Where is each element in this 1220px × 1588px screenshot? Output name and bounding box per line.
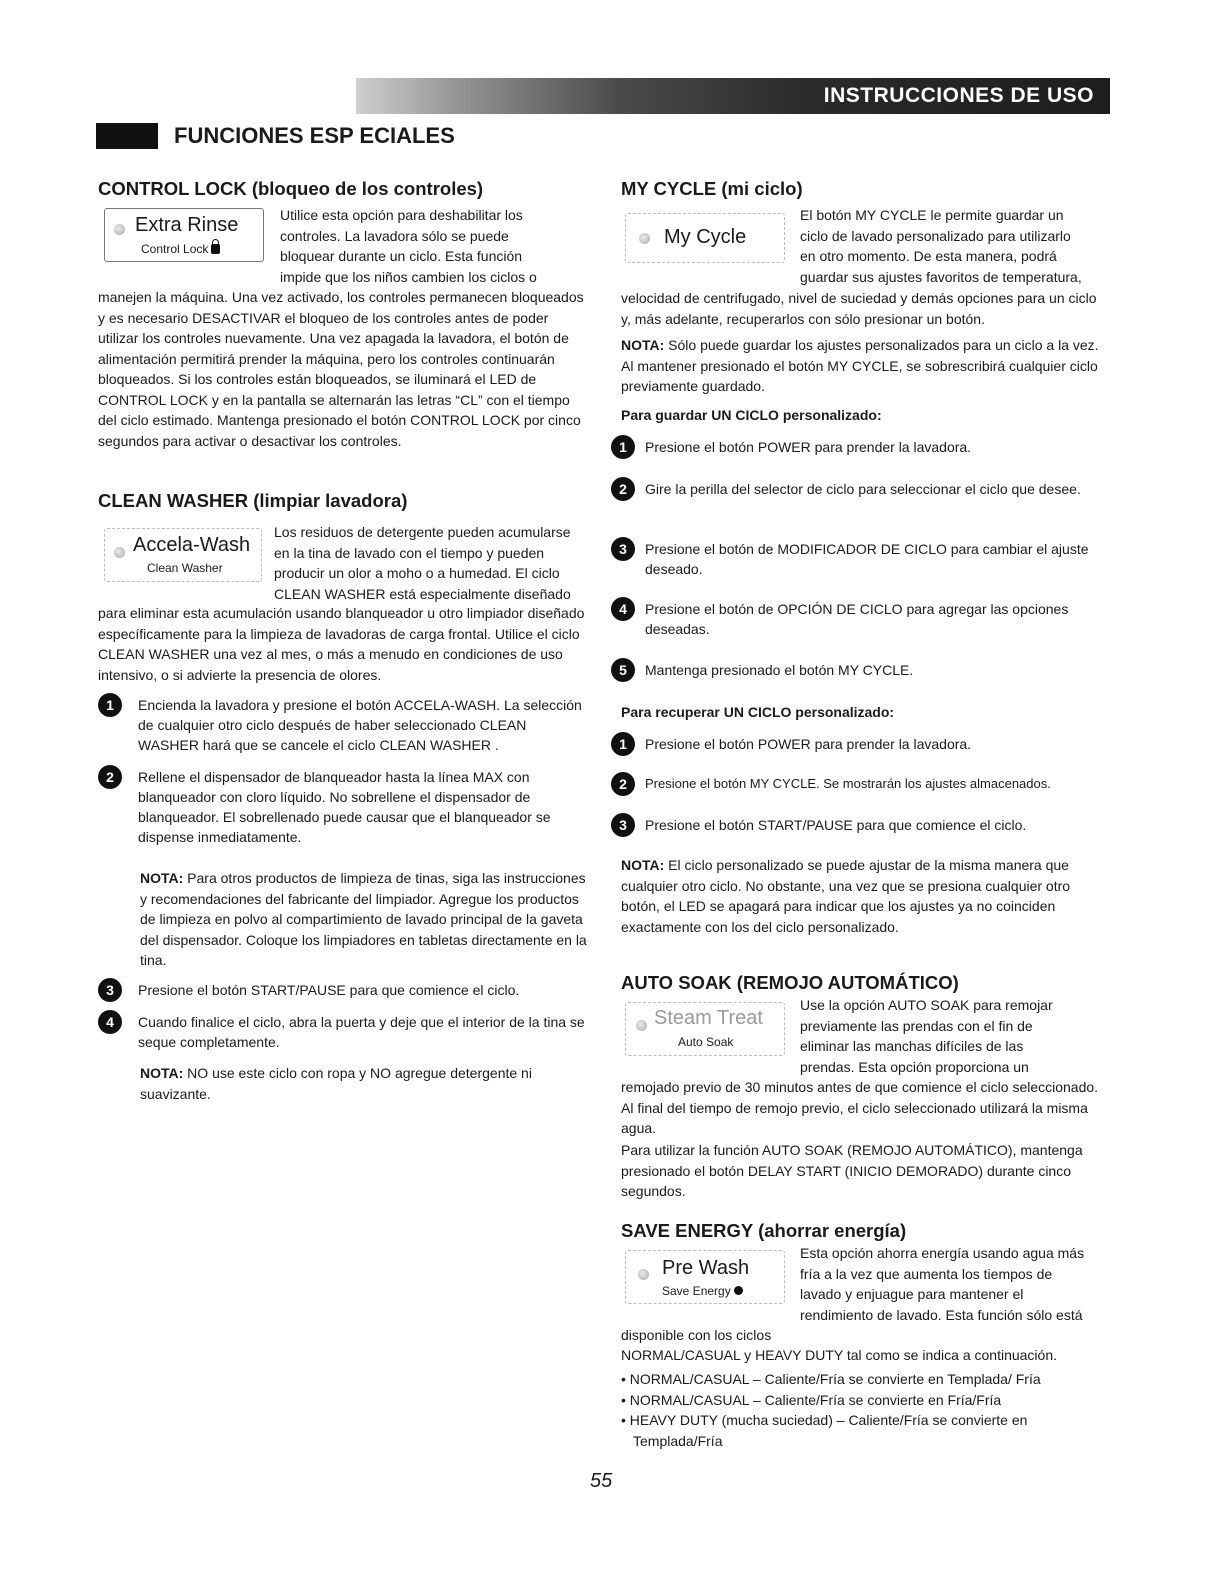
step-text: Presione el botón START/PAUSE para que comience el ciclo. bbox=[138, 982, 520, 998]
note-label: NOTA: bbox=[140, 1065, 184, 1081]
clean-washer-wrap-text bbox=[274, 522, 590, 604]
button-light-icon bbox=[638, 1269, 649, 1280]
extra-rinse-button-illustration bbox=[104, 208, 264, 262]
step-number-badge: 2 bbox=[98, 765, 122, 789]
clean-washer-label: Clean Washer bbox=[147, 561, 223, 575]
step-number-badge: 5 bbox=[611, 658, 635, 682]
step-text: Presione el botón de MODIFICADOR DE CICLO para cambiar el ajuste deseado. bbox=[645, 541, 1089, 577]
auto-soak-body-2: Para utilizar la función AUTO SOAK (REMOJO AUTOMÁTICO), mantenga presionado el botón DELAY START (INICIO DEMORADO) durante cinco segundos. bbox=[621, 1142, 1083, 1199]
note-text: Para otros productos de limpieza de tinas, siga las instrucciones y recomendaciones del fabricante del limpiador. Agregue los productos de limpieza en polvo al compartimiento de lavado principal de la gaveta del dispensador. Coloque los limpiadores en tabletas directamente en la tina. bbox=[140, 870, 587, 968]
recall-step-1 bbox=[611, 734, 1111, 756]
energy-icon bbox=[734, 1286, 743, 1295]
accela-wash-label: Accela-Wash bbox=[133, 534, 251, 556]
save-step-3 bbox=[611, 539, 1111, 579]
control-lock-body: manejen la máquina. Una vez activado, los controles permanecen bloqueados y es necesario DESACTIVAR el bloqueo de los controles antes de poder utilizar los controles nuevamente. Una vez apagada la lavadora, el botón de alimentación permitirá prender la máquina, pero los controles continuarán bloqueados. Si los controles están bloqueados, se iluminará el LED de CONTROL LOCK y en la pantalla se alternarán las letras “CL” con el tiempo del ciclo estimado. Mantenga presionado el botón CONTROL LOCK por cinco segundos para activar o desactivar los controles. bbox=[98, 289, 584, 449]
text-line: prendas. Esta opción proporciona un bbox=[800, 1058, 1029, 1075]
save-step-4 bbox=[611, 599, 1111, 639]
page-number: 55 bbox=[590, 1470, 613, 1492]
text-line: en la tina de lavado con el tiempo y pueden bbox=[274, 544, 545, 561]
step-text: Mantenga presionado el botón MY CYCLE. bbox=[645, 662, 914, 678]
step-text: Rellene el dispensador de blanqueador hasta la línea MAX con blanqueador con cloro líquido. No sobrellene el dispensador de blanqueador. El sobrellenado puede causar que el blanqueador se dispense inmediatamente. bbox=[138, 769, 551, 845]
clean-washer-note-2 bbox=[140, 1063, 590, 1104]
text-line: bloquear durante un ciclo. Esta función bbox=[280, 248, 523, 264]
page-title bbox=[96, 121, 455, 151]
extra-rinse-label: Extra Rinse bbox=[135, 214, 239, 236]
note-label: NOTA: bbox=[140, 870, 184, 886]
text-line: producir un olor a moho o a humedad. El ciclo bbox=[274, 565, 560, 581]
clean-step-3 bbox=[98, 980, 588, 1002]
my-cycle-label: My Cycle bbox=[664, 226, 747, 248]
note-text: Sólo puede guardar los ajustes personalizados para un ciclo a la vez. Al mantener presionado el botón MY CYCLE, se sobrescribirá cualquier ciclo previamente guardado. bbox=[621, 337, 1099, 394]
step-text: Cuando finalice el ciclo, abra la puerta y deje que el interior de la tina se seque completamente. bbox=[138, 1014, 585, 1050]
save-energy-wrap-text bbox=[800, 1243, 1110, 1325]
step-number-badge: 2 bbox=[611, 477, 635, 501]
clean-step-1 bbox=[98, 695, 588, 755]
recall-cycle-heading: Para recuperar UN CICLO personalizado: bbox=[621, 704, 895, 720]
save-step-1 bbox=[611, 437, 1111, 459]
pre-wash-button-illustration bbox=[625, 1250, 785, 1304]
lock-icon bbox=[211, 244, 220, 254]
section-banner bbox=[356, 78, 1110, 114]
clean-washer-body: para eliminar esta acumulación usando blanqueador u otro limpiador diseñado específicamente para la limpieza de lavadoras de carga frontal. Utilice el ciclo CLEAN WASHER una vez al mes, o más a menudo en condiciones de uso intensivo, o si advierte la presencia de olores. bbox=[98, 605, 585, 683]
step-text: Presione el botón POWER para prender la lavadora. bbox=[645, 439, 972, 455]
text-line: Los residuos de detergente pueden acumularse bbox=[274, 524, 571, 540]
step-number-badge: 3 bbox=[611, 813, 635, 837]
pre-wash-label: Pre Wash bbox=[662, 1257, 750, 1279]
accela-wash-button-illustration bbox=[104, 528, 262, 582]
text-line: guardar sus ajustes favoritos de temperatura, bbox=[800, 268, 1082, 285]
text-line: fría a la vez que aumenta los tiempos de bbox=[800, 1265, 1053, 1282]
bullet-item: • NORMAL/CASUAL – Caliente/Fría se convierte en Fría/Fría bbox=[621, 1391, 1002, 1408]
clean-washer-note-1 bbox=[140, 868, 590, 971]
step-number-badge: 1 bbox=[611, 435, 635, 459]
step-number-badge: 1 bbox=[611, 732, 635, 756]
clean-washer-heading: CLEAN WASHER (limpiar lavadora) bbox=[98, 490, 408, 511]
auto-soak-wrap-text bbox=[800, 995, 1110, 1077]
button-light-icon bbox=[636, 1020, 647, 1031]
my-cycle-button-illustration bbox=[625, 213, 785, 263]
my-cycle-wrap-text bbox=[800, 205, 1110, 287]
step-number-badge: 2 bbox=[611, 772, 635, 796]
my-cycle-body: velocidad de centrifugado, nivel de suciedad y demás opciones para un ciclo y, más adelante, recuperarlos con sólo presionar un botón. bbox=[621, 290, 1097, 327]
step-text: Presione el botón POWER para prender la lavadora. bbox=[645, 736, 972, 752]
step-number-badge: 4 bbox=[611, 597, 635, 621]
text-line: Use la opción AUTO SOAK para remojar bbox=[800, 997, 1053, 1013]
auto-soak-label: Auto Soak bbox=[678, 1035, 734, 1049]
save-energy-heading: SAVE ENERGY (ahorrar energía) bbox=[621, 1220, 907, 1241]
note-text: El ciclo personalizado se puede ajustar de la misma manera que cualquier otro ciclo. No obstante, una vez que se presiona cualquier otro botón, el LED se apagará para indicar que los ajustes ya no coinciden exactamente con los del ciclo personalizado. bbox=[621, 857, 1071, 935]
text-line: Utilice esta opción para deshabilitar los bbox=[280, 207, 523, 223]
title-marker bbox=[96, 123, 158, 149]
text-line: lavado y enjuague para mantener el bbox=[800, 1286, 1024, 1302]
button-light-icon bbox=[114, 547, 125, 558]
steam-treat-label: Steam Treat bbox=[654, 1007, 763, 1029]
banner-title: INSTRUCCIONES DE USO bbox=[823, 84, 1094, 107]
note-label: NOTA: bbox=[621, 857, 665, 873]
clean-step-2 bbox=[98, 767, 588, 847]
step-text: Encienda la lavadora y presione el botón ACCELA-WASH. La selección de cualquier otro ciclo después de haber seleccionado CLEAN WASHER hará que se cancele el ciclo CLEAN WASHER . bbox=[138, 697, 582, 753]
save-energy-body-2: NORMAL/CASUAL y HEAVY DUTY tal como se indica a continuación. bbox=[621, 1347, 1057, 1363]
steam-treat-button-illustration bbox=[625, 1002, 785, 1056]
text-line: Esta opción ahorra energía usando agua más bbox=[800, 1245, 1085, 1261]
save-energy-bullets bbox=[621, 1369, 1109, 1451]
save-energy-label: Save Energy bbox=[662, 1284, 743, 1298]
save-cycle-heading: Para guardar UN CICLO personalizado: bbox=[621, 407, 882, 423]
step-number-badge: 3 bbox=[611, 537, 635, 561]
clean-step-4 bbox=[98, 1012, 588, 1052]
step-text: Gire la perilla del selector de ciclo para seleccionar el ciclo que desee. bbox=[645, 481, 1081, 497]
control-lock-heading: CONTROL LOCK (bloqueo de los controles) bbox=[98, 178, 484, 199]
text-line: en otro momento. De esta manera, podrá bbox=[800, 248, 1057, 264]
step-text: Presione el botón START/PAUSE para que comience el ciclo. bbox=[645, 817, 1027, 833]
text-line: rendimiento de lavado. Esta función sólo está bbox=[800, 1306, 1083, 1323]
text-line: controles. La lavadora sólo se puede bbox=[280, 227, 509, 244]
recall-step-3 bbox=[611, 815, 1111, 837]
text-line: previamente las prendas con el fin de bbox=[800, 1017, 1033, 1034]
step-number-badge: 4 bbox=[98, 1010, 122, 1034]
save-step-5 bbox=[611, 660, 1111, 682]
note-label: NOTA: bbox=[621, 337, 665, 353]
control-lock-wrap-text bbox=[280, 205, 590, 287]
my-cycle-note-2 bbox=[621, 855, 1109, 937]
recall-step-2 bbox=[611, 774, 1111, 796]
text-line: CLEAN WASHER está especialmente diseñado bbox=[274, 585, 571, 602]
step-number-badge: 3 bbox=[98, 978, 122, 1002]
note-text: NO use este ciclo con ropa y NO agregue detergente ni suavizante. bbox=[140, 1065, 532, 1102]
step-text: Presione el botón de OPCIÓN DE CICLO para agregar las opciones deseadas. bbox=[645, 601, 1069, 637]
button-light-icon bbox=[114, 224, 125, 235]
auto-soak-heading: AUTO SOAK (REMOJO AUTOMÁTICO) bbox=[621, 972, 959, 993]
button-light-icon bbox=[639, 233, 650, 244]
bullet-item: • NORMAL/CASUAL – Caliente/Fría se convierte en Templada/ Fría bbox=[621, 1371, 1041, 1387]
text-line: impide que los niños cambien los ciclos o bbox=[280, 268, 537, 285]
my-cycle-note-1 bbox=[621, 335, 1109, 397]
step-text: Presione el botón MY CYCLE. Se mostrarán los ajustes almacenados. bbox=[645, 776, 1051, 791]
bullet-item: • HEAVY DUTY (mucha suciedad) – Caliente/Fría se convierte en Templada/Fría bbox=[621, 1412, 1028, 1449]
auto-soak-body: remojado previo de 30 minutos antes de que comience el ciclo seleccionado. Al final del tiempo de remojo previo, el ciclo seleccionado utilizará la misma agua. bbox=[621, 1079, 1099, 1136]
save-step-2 bbox=[611, 479, 1111, 501]
text-line: El botón MY CYCLE le permite guardar un bbox=[800, 207, 1064, 223]
step-number-badge: 1 bbox=[98, 693, 122, 717]
my-cycle-heading: MY CYCLE (mi ciclo) bbox=[621, 178, 803, 199]
text-line: ciclo de lavado personalizado para utilizarlo bbox=[800, 227, 1071, 244]
control-lock-label: Control Lock bbox=[141, 242, 220, 256]
page-title-text: FUNCIONES ESP ECIALES bbox=[174, 123, 455, 148]
save-energy-body: disponible con los ciclos bbox=[621, 1327, 772, 1343]
text-line: eliminar las manchas difíciles de las bbox=[800, 1038, 1024, 1054]
